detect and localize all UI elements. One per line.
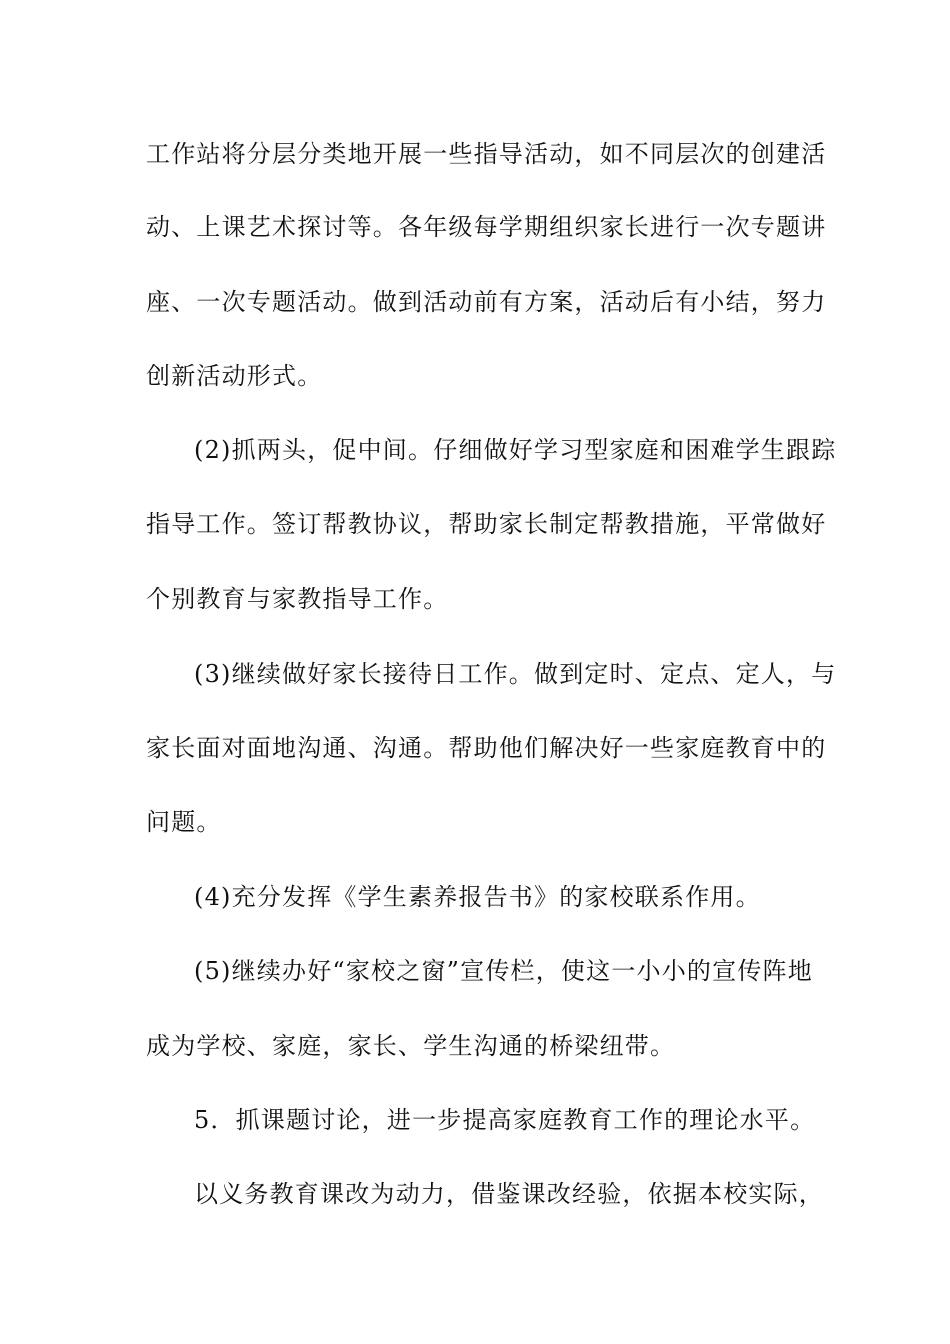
- text-line: 个别教育与家教指导工作。: [146, 585, 449, 613]
- text-line: 创新活动形式。: [146, 362, 323, 390]
- text-line: 家长面对面地沟通、沟通。帮助他们解决好一些家庭教育中的: [146, 734, 827, 762]
- text-line: 问题。: [146, 808, 222, 836]
- text-line: 以义务教育课改为动力，借鉴课改经验，依据本校实际，: [194, 1180, 824, 1208]
- text-line: (3)继续做好家长接待日工作。做到定时、定点、定人，与: [194, 660, 837, 688]
- text-line: 5．抓课题讨论，进一步提高家庭教育工作的理论水平。: [194, 1106, 816, 1134]
- text-line: (5)继续办好“家校之窗”宣传栏，使这一小小的宣传阵地: [194, 957, 813, 985]
- text-line: 动、上课艺术探讨等。各年级每学期组织家长进行一次专题讲: [146, 213, 827, 241]
- text-line: (4)充分发挥《学生素养报告书》的家校联系作用。: [194, 883, 761, 911]
- text-line: 成为学校、家庭，家长、学生沟通的桥梁纽带。: [146, 1032, 676, 1060]
- text-line: 工作站将分层分类地开展一些指导活动，如不同层次的创建活: [146, 140, 827, 168]
- text-line: (2)抓两头，促中间。仔细做好学习型家庭和困难学生跟踪: [194, 436, 837, 464]
- text-line: 座、一次专题活动。做到活动前有方案，活动后有小结，努力: [146, 288, 827, 316]
- text-line: 指导工作。签订帮教协议，帮助家长制定帮教措施，平常做好: [146, 510, 827, 538]
